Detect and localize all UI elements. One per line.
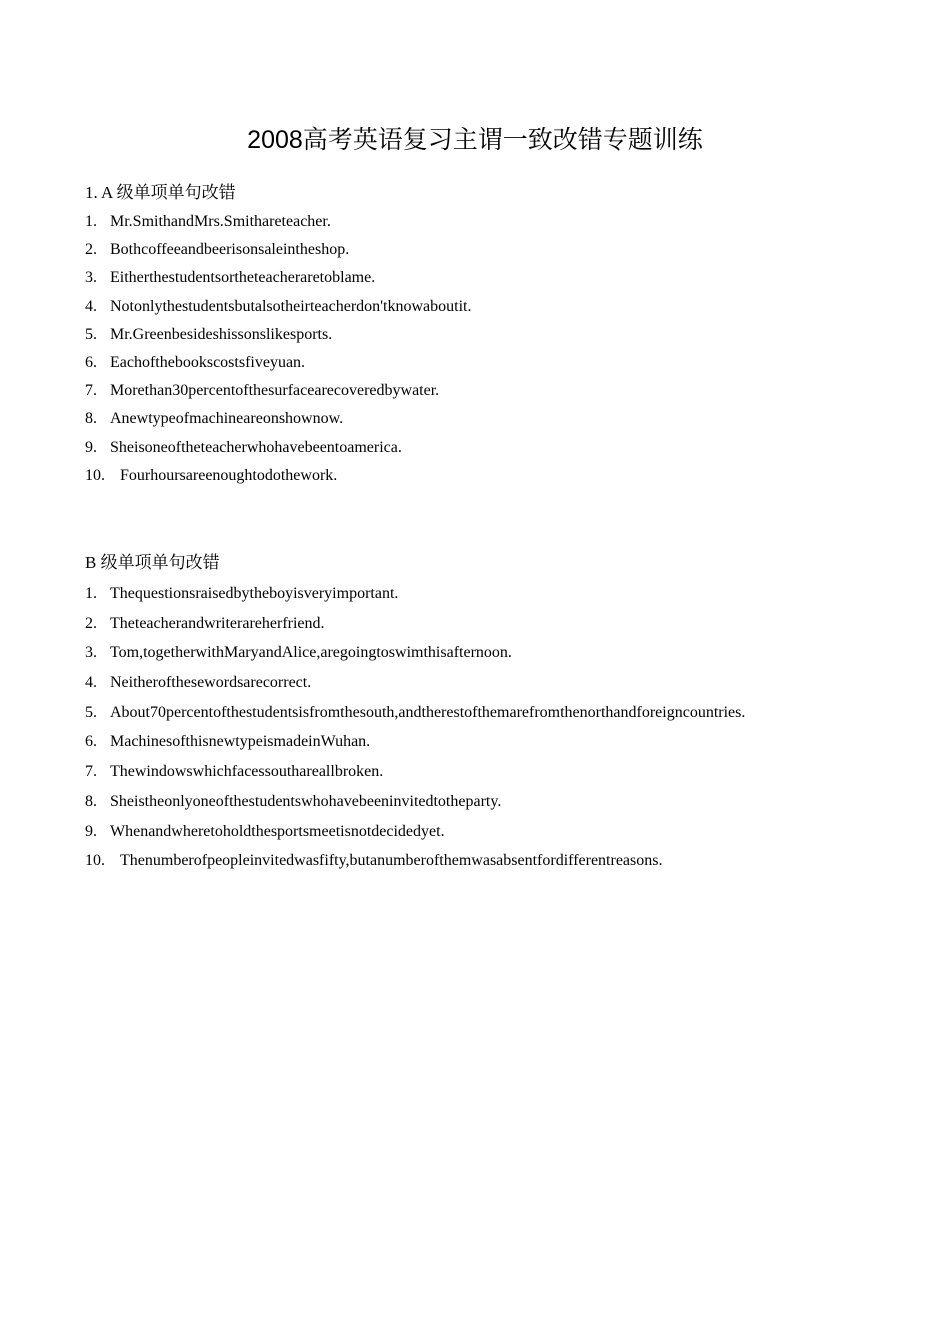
list-item	[85, 727, 745, 757]
item-sentence: Eitherthestudentsortheteacheraretoblame.	[110, 269, 376, 287]
list-item	[85, 377, 471, 405]
list-item	[85, 405, 471, 433]
item-sentence: Fourhoursareenoughtodothework.	[120, 466, 338, 484]
list-item	[85, 668, 745, 698]
item-sentence: Neitherofthesewordsarecorrect.	[110, 674, 312, 692]
item-sentence: Morethan30percentofthesurfacearecoveredbywater.	[110, 382, 440, 400]
item-number: 3.	[85, 269, 97, 287]
list-item	[85, 321, 471, 349]
item-sentence: Bothcoffeeandbeerisonsaleintheshop.	[110, 241, 350, 259]
item-number: 8.	[85, 410, 97, 428]
list-item	[85, 787, 745, 817]
list-item	[85, 609, 745, 639]
item-sentence: Thequestionsraisedbytheboyisveryimportant.	[110, 585, 399, 602]
list-item	[85, 817, 745, 847]
list-item	[85, 698, 745, 728]
item-number: 3.	[85, 644, 97, 662]
item-number: 6.	[85, 733, 97, 751]
item-sentence: Eachofthebookscostsfiveyuan.	[110, 353, 306, 371]
item-sentence: MachinesofthisnewtypeismadeinWuhan.	[110, 733, 371, 751]
list-item	[85, 434, 471, 462]
item-number: 4.	[85, 674, 97, 692]
list-item	[85, 846, 745, 876]
section-b-heading: B 级单项单句改错	[85, 553, 220, 572]
page-title	[0, 122, 950, 159]
section-b-list	[85, 579, 745, 876]
item-number: 1.	[85, 213, 97, 230]
list-item	[85, 236, 471, 264]
item-sentence: Mr.Greenbesideshissonslikesports.	[110, 325, 333, 343]
item-sentence: About70percentofthestudentsisfromthesouth,andtherestofthemarefromthenorthandforeigncountries.	[110, 703, 746, 721]
item-number: 7.	[85, 763, 97, 781]
item-sentence: Anewtypeofmachineareonshownow.	[110, 410, 344, 428]
item-sentence: Whenandwheretoholdthesportsmeetisnotdecidedyet.	[110, 822, 445, 840]
title-year: 2008	[247, 126, 303, 154]
list-item	[85, 462, 471, 490]
list-item	[85, 579, 745, 609]
item-sentence: Tom,togetherwithMaryandAlice,aregoingtoswimthisafternoon.	[110, 644, 512, 662]
item-sentence: Thenumberofpeopleinvitedwasfifty,butanumberofthemwasabsentfordifferentreasons.	[120, 852, 663, 870]
item-number: 5.	[85, 703, 97, 721]
item-number: 2.	[85, 241, 97, 259]
item-number: 6.	[85, 353, 97, 371]
item-number: 9.	[85, 438, 97, 456]
item-number: 10.	[85, 852, 105, 870]
item-number: 9.	[85, 822, 97, 840]
section-a-heading: 1. A 级单项单句改错	[85, 183, 236, 202]
item-number: 7.	[85, 382, 97, 400]
list-item	[85, 757, 745, 787]
list-item	[85, 208, 471, 236]
title-text: 高考英语复习主谓一致改错专题训练	[302, 127, 703, 154]
item-sentence: Thewindowswhichfacessouthareallbroken.	[110, 763, 384, 781]
section-a-list	[85, 208, 471, 490]
list-item	[85, 293, 471, 321]
item-sentence: Sheistheonlyoneofthestudentswhohavebeeninvitedtotheparty.	[110, 792, 502, 810]
list-item	[85, 264, 471, 292]
list-item	[85, 349, 471, 377]
item-sentence: Sheisoneoftheteacherwhohavebeentoamerica.	[110, 438, 402, 456]
item-number: 4.	[85, 297, 97, 315]
item-number: 1.	[85, 585, 97, 602]
item-number: 5.	[85, 325, 97, 343]
item-number: 10.	[85, 466, 105, 484]
item-sentence: Theteacherandwriterareherfriend.	[110, 614, 325, 632]
item-number: 2.	[85, 614, 97, 632]
list-item	[85, 638, 745, 668]
item-number: 8.	[85, 792, 97, 810]
item-sentence: Notonlythestudentsbutalsotheirteacherdon'tknowaboutit.	[110, 297, 472, 315]
item-sentence: Mr.SmithandMrs.Smithareteacher.	[110, 213, 331, 230]
